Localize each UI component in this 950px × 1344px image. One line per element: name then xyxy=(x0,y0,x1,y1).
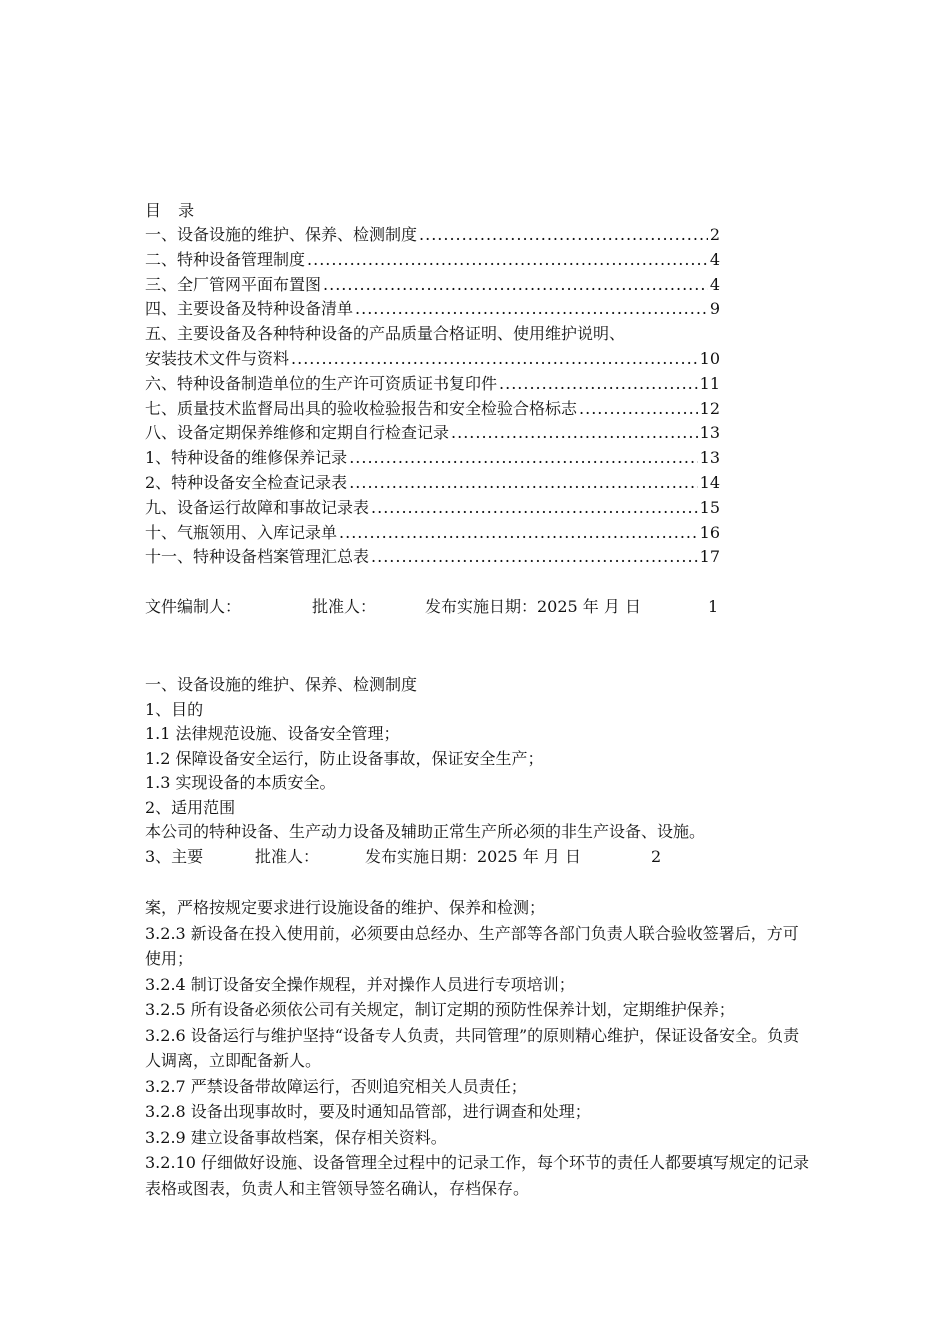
toc-entry xyxy=(145,545,720,570)
paragraph: 3.2.8 设备出现事故时，要及时通知品管部，进行调查和处理； xyxy=(145,1102,591,1121)
toc-leader xyxy=(355,297,708,322)
toc-entry-text: 十一、特种设备档案管理汇总表 xyxy=(145,547,370,567)
toc-entry-page: 15 xyxy=(699,497,720,517)
toc-leader xyxy=(371,496,698,521)
paragraph: 3.2.10 仔细做好设施、设备管理全过程中的记录工作，每个环节的责任人都要填写规定的记录表格或图表，负责人和主管领导签名确认，存档保存。 xyxy=(145,1153,809,1198)
toc-entry-page: 16 xyxy=(699,522,720,542)
toc-entry-page: 11 xyxy=(699,373,720,393)
toc-entry xyxy=(145,471,720,496)
toc-leader xyxy=(349,446,697,471)
toc-entry-text: 九、设备运行故障和事故记录表 xyxy=(145,497,370,517)
paragraph: 案，严格按规定要求进行设施设备的维护、保养和检测； xyxy=(145,898,546,917)
toc-entry-page: 9 xyxy=(709,299,720,319)
section-heading: 一、设备设施的维护、保养、检测制度 xyxy=(145,675,418,694)
toc-entry-page: 2 xyxy=(709,225,720,244)
approver-label: 批准人： xyxy=(255,846,320,866)
toc-entry-text: 八、设备定期保养维修和定期自行检查记录 xyxy=(145,423,450,443)
document-footer xyxy=(145,845,815,870)
toc-entry xyxy=(145,347,720,372)
toc-entry-page: 4 xyxy=(709,274,720,294)
paragraph: 3.2.5 所有设备必须依公司有关规定，制订定期的预防性保养计划，定期维护保养； xyxy=(145,1000,735,1019)
toc-entry-page: 13 xyxy=(699,423,720,443)
toc-entry-text: 五、主要设备及各种特种设备的产品质量合格证明、使用维护说明、 xyxy=(145,324,626,344)
toc-leader xyxy=(291,347,698,372)
toc-entry-text: 三、全厂管网平面布置图 xyxy=(145,274,322,294)
section-label: 3、主要 xyxy=(145,846,204,866)
page-number: 1 xyxy=(708,597,719,617)
toc-entry-text: 二、特种设备管理制度 xyxy=(145,249,306,269)
toc-entry xyxy=(145,397,720,422)
toc-leader xyxy=(339,521,698,546)
toc-leader xyxy=(323,273,708,298)
subheading-purpose: 1、目的 xyxy=(145,699,204,719)
toc-entry-text: 2、特种设备安全检查记录表 xyxy=(145,472,348,492)
toc-entry-page: 12 xyxy=(699,398,720,418)
toc-entry-text: 一、设备设施的维护、保养、检测制度 xyxy=(145,225,418,244)
approver-label: 批准人： xyxy=(312,597,377,617)
paragraph: 3.2.3 新设备在投入使用前，必须要由总经办、生产部等各部门负责人联合验收签署后，方可使用； xyxy=(145,923,799,968)
toc-entry xyxy=(145,446,720,471)
toc-entry-text: 七、质量技术监督局出具的验收检验报告和安全检验合格标志 xyxy=(145,398,578,418)
toc-entry-page: 13 xyxy=(699,448,720,468)
toc-entry xyxy=(145,297,720,322)
toc-entry xyxy=(145,273,720,298)
toc-entry-text: 安装技术文件与资料 xyxy=(145,348,290,368)
toc-entry xyxy=(145,496,720,521)
document-footer xyxy=(145,594,810,619)
toc-entry xyxy=(145,248,720,273)
toc-entry xyxy=(145,521,720,546)
paragraph: 3.2.7 严禁设备带故障运行，否则追究相关人员责任； xyxy=(145,1076,527,1096)
purpose-item: 1.3 实现设备的本质安全。 xyxy=(145,773,336,792)
toc-leader xyxy=(579,397,698,422)
toc-leader xyxy=(499,372,698,397)
toc-entry-text: 十、气瓶领用、入库记录单 xyxy=(145,522,338,542)
toc-leader xyxy=(349,471,697,496)
paragraph: 3.2.4 制订设备安全操作规程，并对操作人员进行专项培训； xyxy=(145,974,575,994)
purpose-item: 1.2 保障设备安全运行，防止设备事故，保证安全生产； xyxy=(145,748,544,768)
toc-leader xyxy=(371,545,698,570)
toc-entry xyxy=(145,372,720,397)
toc-entry xyxy=(145,223,720,248)
toc-entry-text: 六、特种设备制造单位的生产许可资质证书复印件 xyxy=(145,373,498,393)
section-maintenance-policy xyxy=(145,673,815,869)
toc-leader xyxy=(419,223,708,248)
release-date: 发布实施日期：2025 年 月 日 xyxy=(425,597,641,617)
purpose-item: 1.1 法律规范设施、设备安全管理； xyxy=(145,724,400,743)
toc-leader xyxy=(451,421,698,446)
toc-entry-page: 4 xyxy=(709,249,720,269)
toc-entry-text: 四、主要设备及特种设备清单 xyxy=(145,299,354,319)
compiler-label: 文件编制人： xyxy=(145,597,242,617)
toc-entry-page: 14 xyxy=(699,472,720,492)
paragraph: 3.2.6 设备运行与维护坚持“设备专人负责，共同管理”的原则精心维护，保证设备安全。负责人调离，立即配备新人。 xyxy=(145,1025,800,1070)
toc-title: 目 录 xyxy=(145,201,201,220)
toc-entry xyxy=(145,421,720,446)
table-of-contents xyxy=(145,198,810,619)
page-number: 2 xyxy=(651,846,662,866)
toc-entry-text: 1、特种设备的维修保养记录 xyxy=(145,448,348,468)
toc-entry-page: 17 xyxy=(699,547,720,567)
scope-text: 本公司的特种设备、生产动力设备及辅助正常生产所必须的非生产设备、设施。 xyxy=(145,822,706,841)
paragraph: 3.2.9 建立设备事故档案，保存相关资料。 xyxy=(145,1127,447,1147)
subheading-scope: 2、适用范围 xyxy=(145,797,236,817)
toc-leader xyxy=(307,248,708,273)
release-date: 发布实施日期：2025 年 月 日 xyxy=(365,846,581,866)
toc-entry-page: 10 xyxy=(699,348,720,368)
section-continuation xyxy=(145,895,810,1201)
